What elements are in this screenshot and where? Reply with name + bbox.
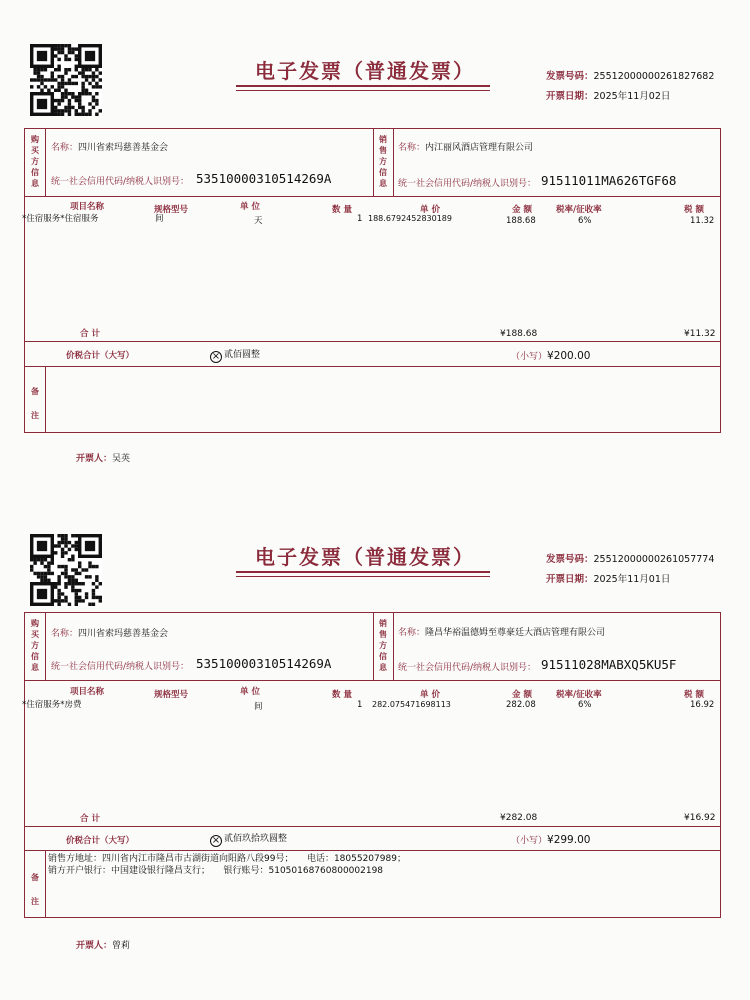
item-amount: 188.68: [506, 216, 536, 226]
header-tax: 税 额: [684, 205, 704, 215]
grand-total-small: （小写）¥299.00: [511, 834, 591, 846]
buyer-name: 四川省索玛慈善基金会: [78, 629, 169, 639]
total-label: 合 计: [80, 814, 100, 824]
total-label: 合 计: [80, 329, 100, 339]
item-spec: 间: [155, 214, 164, 224]
header-rate: 税率/征收率: [556, 205, 602, 215]
remarks-text: [48, 853, 406, 877]
item-tax: 16.92: [690, 700, 715, 710]
qr-code-icon: [30, 44, 102, 116]
invoice-number: 25512000000261827682: [593, 71, 715, 82]
header-qty: 数 量: [332, 205, 352, 215]
header-qty: 数 量: [332, 690, 352, 700]
item-qty: 1: [357, 700, 363, 710]
invoice-date: 2025年11月01日: [593, 574, 671, 585]
header-amount: 金 额: [512, 205, 532, 215]
qr-code-icon: [30, 534, 102, 606]
total-tax: ¥16.92: [684, 813, 716, 823]
header-spec: 规格型号: [154, 690, 189, 700]
item-unit: 天: [254, 216, 263, 226]
grand-total-small: （小写）¥200.00: [511, 350, 591, 362]
header-price: 单 价: [420, 205, 440, 215]
invoice-number-row: 发票号码：25512000000261057774: [546, 554, 715, 565]
buyer-side-label: 购 买 方 信 息: [31, 619, 39, 672]
invoice-title: 电子发票（普通发票）: [255, 545, 475, 569]
invoice-1: [0, 0, 750, 490]
remark-line: 销售方地址：四川省内江市隆昌市古湖街道向阳路八段99号； 电话：18055207989；: [48, 854, 406, 864]
seller-tax-id: 91511011MA626TGF68: [541, 173, 677, 188]
header-unit: 单 位: [240, 202, 260, 212]
buyer-side-label: 购 买 方 信 息: [31, 135, 39, 188]
buyer-tax-id: 53510000310514269A: [196, 656, 332, 671]
seller-tax-id: 91511028MABXQ5KU5F: [541, 657, 677, 672]
grand-total-label: 价税合计（大写）: [66, 351, 135, 361]
issuer-name: 曾莉: [112, 941, 131, 951]
seller-tax-id-label: 统一社会信用代码/纳税人识别号：: [398, 663, 537, 673]
invoice-date-row: 开票日期：2025年11月02日: [546, 91, 671, 102]
circle-x-icon: ×: [211, 835, 221, 846]
remark-line: 销方开户银行：中国建设银行隆昌支行； 银行账号：51050168760800002198: [48, 866, 384, 876]
issuer-row: 开票人：吴英: [76, 454, 131, 464]
seller-name: 内江丽风酒店管理有限公司: [425, 143, 534, 153]
item-price: 282.075471698113: [372, 700, 451, 709]
buyer-name-row: 名称：四川省索玛慈善基金会: [51, 143, 169, 153]
buyer-name-row: 名称：四川省索玛慈善基金会: [51, 629, 169, 639]
remarks-side-label: 备 注: [31, 873, 39, 906]
total-tax: ¥11.32: [684, 329, 716, 339]
invoice-2: [0, 486, 750, 976]
header-tax: 税 额: [684, 690, 704, 700]
header-item: 项目名称: [70, 687, 105, 697]
invoice-date-row: 开票日期：2025年11月01日: [546, 574, 671, 585]
item-tax: 11.32: [690, 216, 715, 226]
seller-name: 隆昌华裕温德姆至尊豪廷大酒店管理有限公司: [425, 628, 606, 638]
invoice-date: 2025年11月02日: [593, 91, 671, 102]
item-rate: 6%: [578, 700, 592, 710]
issuer-row: 开票人：曾莉: [76, 941, 131, 951]
grand-total-words: × 贰佰圆整: [211, 350, 261, 362]
buyer-tax-id-label: 统一社会信用代码/纳税人识别号：: [51, 177, 190, 187]
buyer-name: 四川省索玛慈善基金会: [78, 143, 169, 153]
item-unit: 间: [254, 702, 263, 712]
seller-tax-id-label: 统一社会信用代码/纳税人识别号：: [398, 179, 537, 189]
seller-side-label: 销 售 方 信 息: [379, 619, 387, 672]
header-price: 单 价: [420, 690, 440, 700]
seller-name-row: 名称：内江丽风酒店管理有限公司: [398, 143, 534, 153]
invoice-number-row: 发票号码：25512000000261827682: [546, 71, 715, 82]
seller-name-row: 名称：隆昌华裕温德姆至尊豪廷大酒店管理有限公司: [398, 628, 606, 638]
remarks-side-label: 备 注: [31, 387, 39, 420]
grand-total-label: 价税合计（大写）: [66, 836, 135, 846]
item-amount: 282.08: [506, 700, 536, 710]
grand-total-words: × 贰佰玖拾玖圆整: [211, 834, 288, 846]
invoice-title: 电子发票（普通发票）: [255, 59, 475, 83]
buyer-tax-id: 53510000310514269A: [196, 171, 332, 186]
item-price: 188.6792452830189: [368, 214, 452, 223]
header-amount: 金 额: [512, 690, 532, 700]
issuer-name: 吴英: [112, 454, 131, 464]
buyer-tax-id-label: 统一社会信用代码/纳税人识别号：: [51, 662, 190, 672]
header-rate: 税率/征收率: [556, 690, 602, 700]
header-item: 项目名称: [70, 202, 105, 212]
item-name: *住宿服务*住宿服务: [22, 214, 99, 224]
header-spec: 规格型号: [154, 205, 189, 215]
total-amount: ¥188.68: [500, 329, 538, 339]
circle-x-icon: ×: [211, 351, 221, 362]
item-rate: 6%: [578, 216, 592, 226]
item-qty: 1: [357, 214, 363, 224]
invoice-number: 25512000000261057774: [593, 554, 715, 565]
item-name: *住宿服务*房费: [22, 700, 82, 710]
total-amount: ¥282.08: [500, 813, 538, 823]
seller-side-label: 销 售 方 信 息: [379, 135, 387, 188]
header-unit: 单 位: [240, 687, 260, 697]
